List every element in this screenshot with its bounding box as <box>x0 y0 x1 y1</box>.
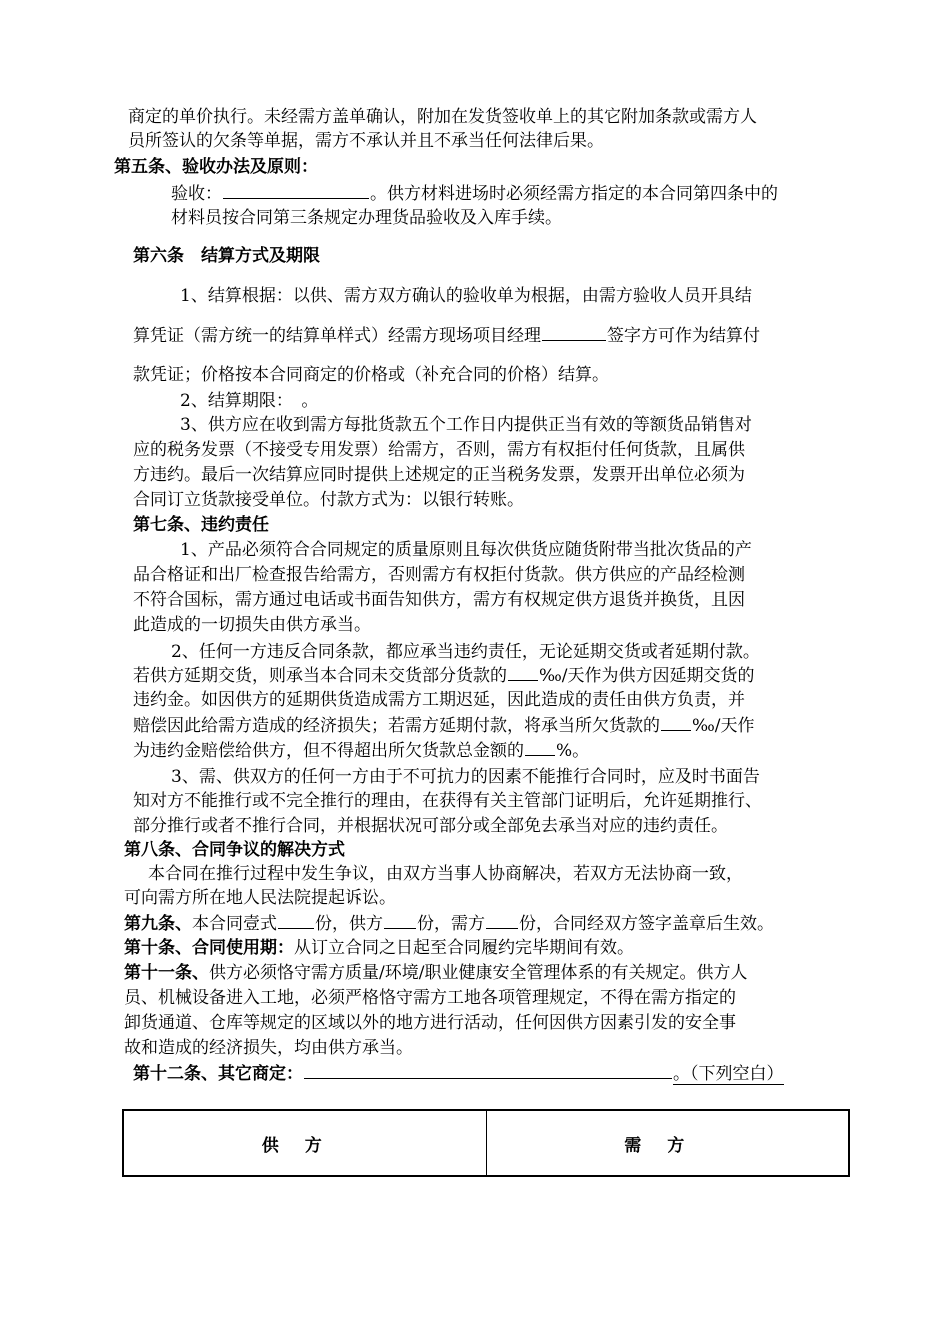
text-line: 可向需方所在地人民法院提起诉讼。 <box>124 888 396 908</box>
text-line: 卸货通道、仓库等规定的区域以外的地方进行活动，任何因供方因素引发的安全事 <box>124 1013 736 1033</box>
text-span: 赔偿因此给需方造成的经济损失；若需方延期付款，将承当所欠货款的 <box>133 716 660 736</box>
text-span: 若供方延期交货，则承当本合同未交货部分货款的 <box>133 666 507 686</box>
blank-line <box>661 713 691 731</box>
text-span: 份，合同经双方签字盖章后生效。 <box>519 914 774 934</box>
article-8-title: 第八条、合同争议的解决方式 <box>124 840 345 860</box>
text-span: 为违约金赔偿给供方，但不得超出所欠货款总金额的 <box>133 741 524 761</box>
text-span: 算凭证（需方统一的结算单样式）经需方现场项目经理 <box>133 326 541 346</box>
blank-line <box>223 181 369 199</box>
text-line: 3、供方应在收到需方每批货款五个工作日内提供正当有效的等额货品销售对 <box>180 415 752 435</box>
blank-line <box>304 1061 672 1079</box>
text-line: 合同订立货款接受单位。付款方式为：以银行转账。 <box>133 490 524 510</box>
article-6-title: 第六条 结算方式及期限 <box>133 246 320 266</box>
text-line <box>133 663 755 688</box>
blank-line <box>278 911 314 929</box>
text-span: %。 <box>556 741 590 761</box>
text-line <box>133 323 760 348</box>
article-5-title: 第五条、验收办法及原则： <box>114 157 318 177</box>
text-line: 违约金。如因供方的延期供货造成需方工期迟延，因此造成的责任由供方负责，并 <box>133 690 745 710</box>
text-line: 2、任何一方违反合同条款，都应承当违约责任，无论延期交货或者延期付款。 <box>171 642 760 662</box>
text-line: 应的税务发票（不接受专用发票）给需方，否则，需方有权拒付任何货款，且属供 <box>133 440 745 460</box>
signature-table <box>122 1109 850 1177</box>
text-line: 1、结算根据：以供、需方双方确认的验收单为根据，由需方验收人员开具结 <box>180 286 752 306</box>
buyer-header: 需方 <box>486 1111 849 1175</box>
text-line: 故和造成的经济损失，均由供方承当。 <box>124 1038 413 1058</box>
article-12-line <box>133 1061 784 1086</box>
article-10-label: 第十条、合同使用期： <box>124 938 294 958</box>
blank-line <box>525 738 555 756</box>
article-11-label: 第十一条、 <box>124 963 209 983</box>
article-7-title: 第七条、违约责任 <box>133 515 269 535</box>
text-line: 方违约。最后一次结算应同时提供上述规定的正当税务发票，发票开出单位必须为 <box>133 465 745 485</box>
text-span: 份，需方 <box>417 914 485 934</box>
text-span: 份，供方 <box>315 914 383 934</box>
article-12-label: 第十二条、其它商定： <box>133 1064 303 1084</box>
text-line: 员、机械设备进入工地，必须严格恪守需方工地各项管理规定，不得在需方指定的 <box>124 988 736 1008</box>
text-line: 知对方不能推行或不完全推行的理由，在获得有关主管部门证明后，允许延期推行、 <box>133 791 762 811</box>
article-9-label: 第九条、 <box>124 914 192 934</box>
text-line: 不符合国标，需方通过电话或书面告知供方，需方有权规定供方退货并换货，且因 <box>133 590 745 610</box>
text-span: ‰/天作为供方因延期交货的 <box>539 666 755 686</box>
text-span: 从订立合同之日起至合同履约完毕期间有效。 <box>294 938 634 958</box>
text-span: 。（下列空白） <box>673 1064 784 1084</box>
text-line <box>171 181 778 206</box>
supplier-header: 供方 <box>261 1135 348 1156</box>
text-span: 本合同壹式 <box>192 914 277 934</box>
text-line: 此造成的一切损失由供方承当。 <box>133 615 371 635</box>
blank-line <box>508 663 538 681</box>
text-span: ‰/天作 <box>692 716 755 736</box>
blank-line <box>384 911 416 929</box>
text-line: 本合同在推行过程中发生争议，由双方当事人协商解决，若双方无法协商一致， <box>148 864 743 884</box>
text-span: 。供方材料进场时必须经需方指定的本合同第四条中的 <box>370 184 778 204</box>
blank-line <box>542 323 606 341</box>
text-line: 3、需、供双方的任何一方由于不可抗力的因素不能推行合同时，应及时书面告 <box>171 767 760 787</box>
text-line: 部分推行或者不推行合同，并根据状况可部分或全部免去承当对应的违约责任。 <box>133 816 728 836</box>
text-span: 验收： <box>171 184 222 204</box>
text-line: 2、结算期限： 。 <box>180 391 319 411</box>
text-span: 签字方可作为结算付 <box>607 326 760 346</box>
text-line: 员所签认的欠条等单据，需方不承认并且不承当任何法律后果。 <box>128 131 604 151</box>
text-line: 商定的单价执行。未经需方盖单确认，附加在发货签收单上的其它附加条款或需方人 <box>128 107 757 127</box>
text-line: 1、产品必须符合合同规定的质量原则且每次供货应随货附带当批次货品的产 <box>180 540 752 560</box>
text-line: 品合格证和出厂检查报告给需方，否则需方有权拒付货款。供方供应的产品经检测 <box>133 565 745 585</box>
text-line <box>133 713 755 738</box>
article-11-line <box>124 961 747 985</box>
article-10-line <box>124 936 634 960</box>
text-line: 材料员按合同第三条规定办理货品验收及入库手续。 <box>171 208 562 228</box>
text-span: 供方必须恪守需方质量/环境/职业健康安全管理体系的有关规定。供方人 <box>209 963 748 983</box>
text-line: 款凭证；价格按本合同商定的价格或（补充合同的价格）结算。 <box>133 365 609 385</box>
article-9-line <box>124 911 774 936</box>
text-line <box>133 738 589 763</box>
blank-line <box>486 911 518 929</box>
